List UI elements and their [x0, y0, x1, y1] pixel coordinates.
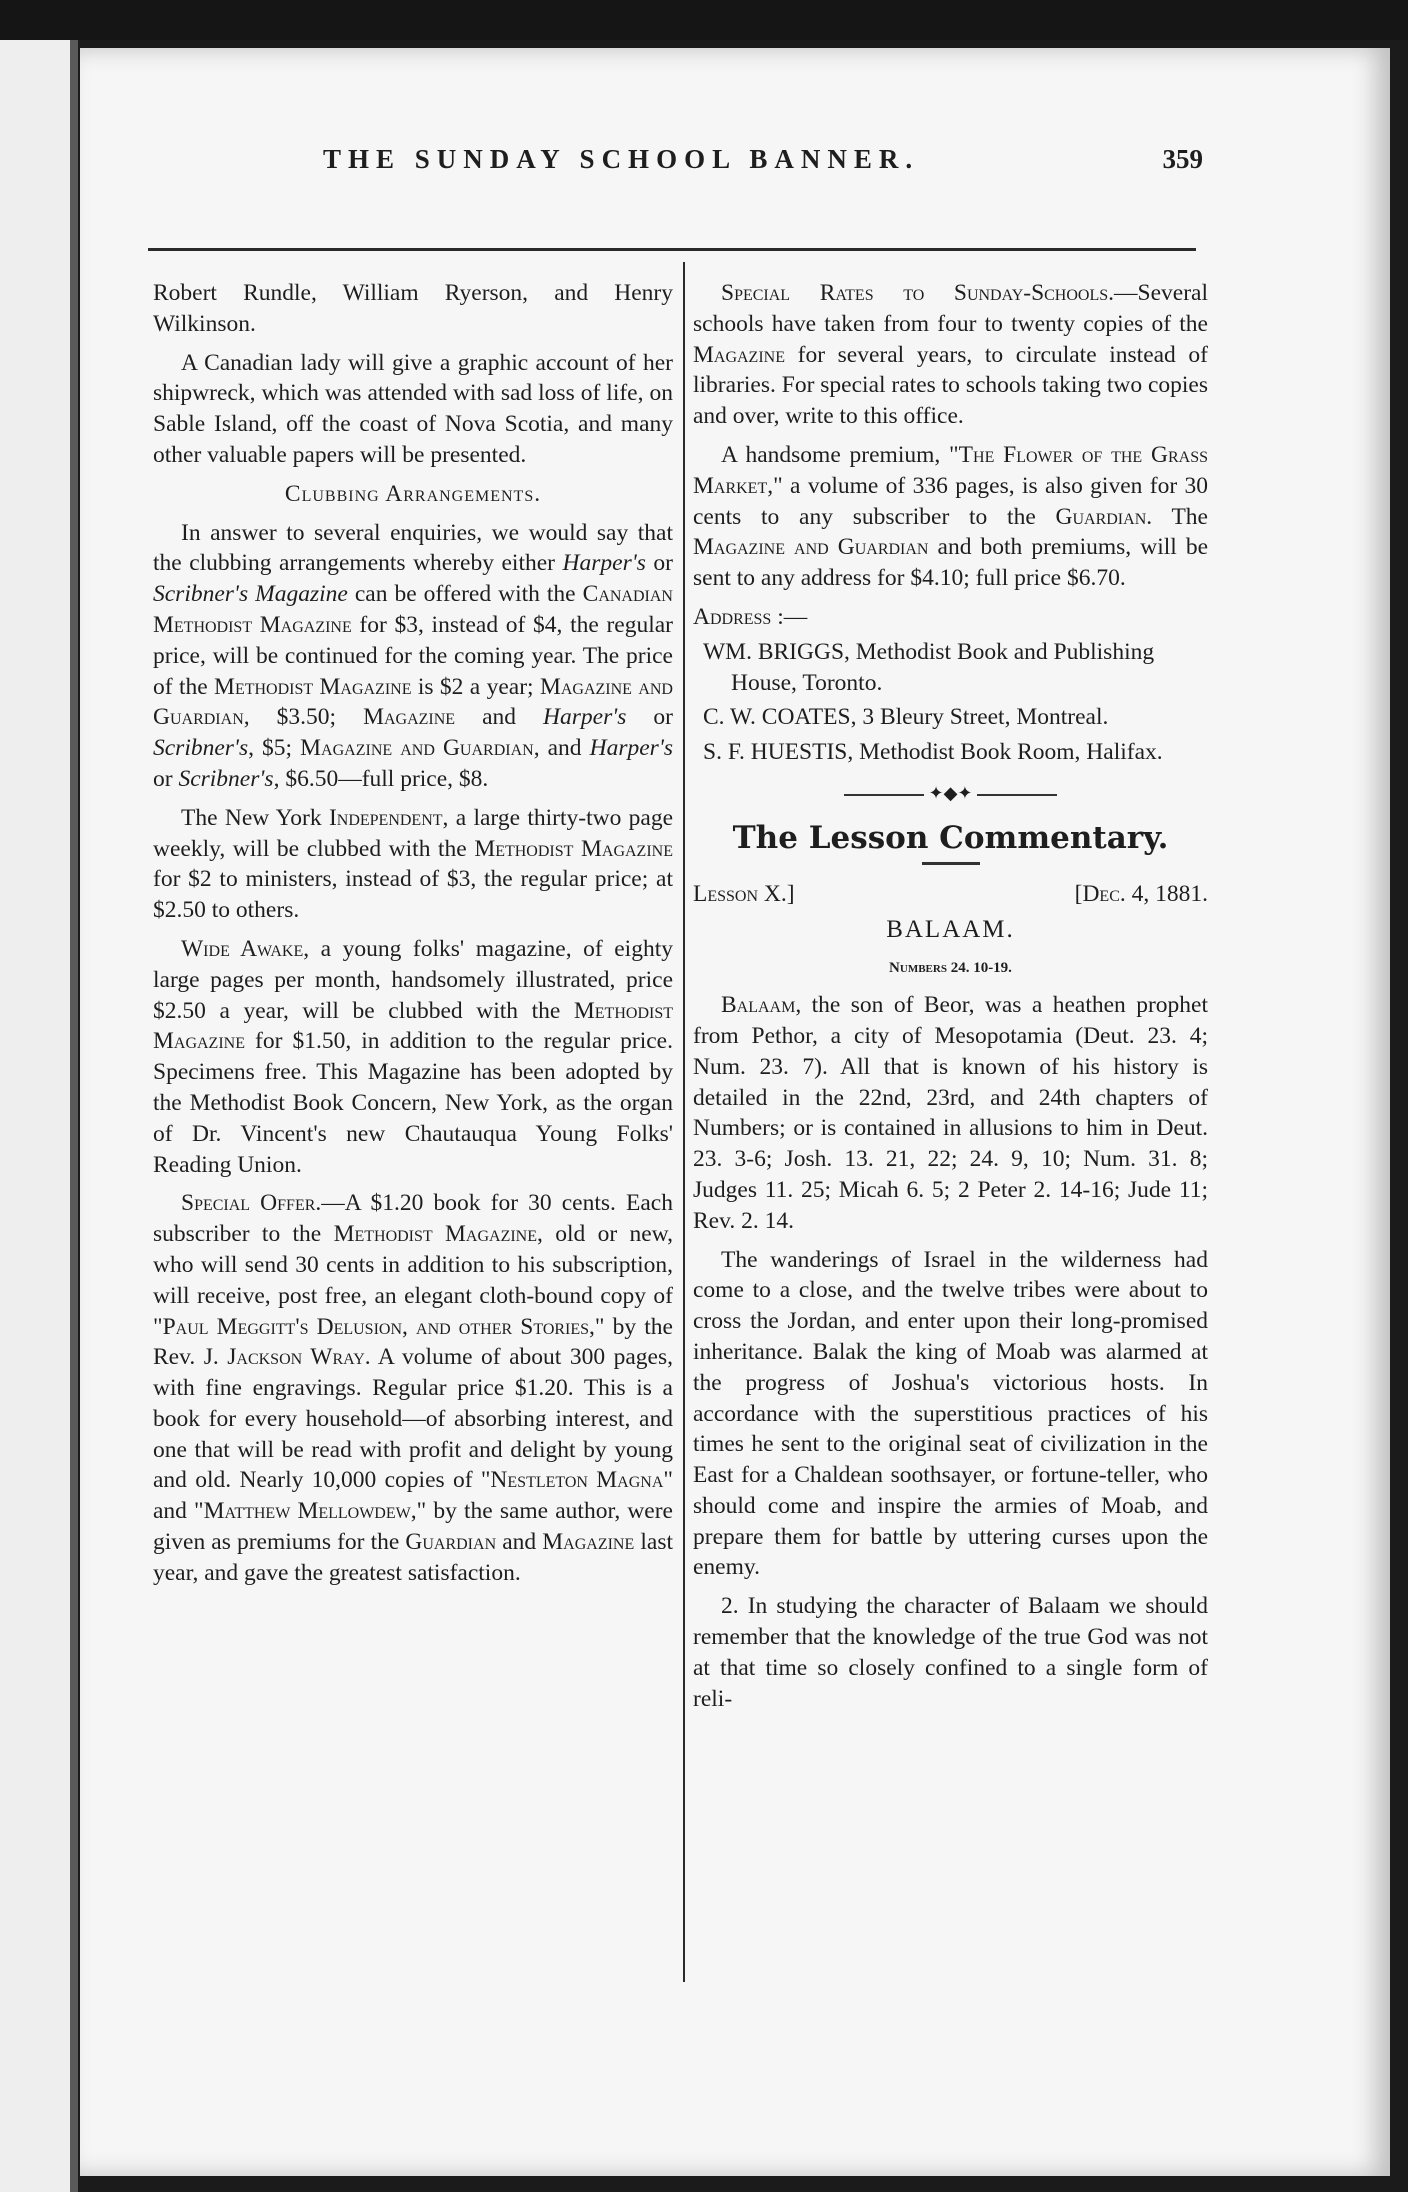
- facing-page-edge: [0, 40, 78, 2192]
- heading-clubbing: Clubbing Arrangements.: [284, 480, 542, 507]
- title-italic: Scribner's Magazine: [153, 581, 348, 608]
- paragraph-premium: [693, 440, 1208, 594]
- text-run: is $2 a year;: [411, 673, 540, 700]
- small-caps-run: Canadian Methodist Magazine: [153, 581, 673, 638]
- header-rule: [148, 248, 1196, 251]
- paragraph-clubbing: [153, 518, 673, 795]
- small-caps-run: Methodist Magazine: [214, 673, 412, 700]
- small-caps-run: Magazine: [363, 704, 456, 731]
- small-caps-run: Nestleton Magna: [490, 1467, 664, 1494]
- scan-border-top: [0, 0, 1408, 40]
- text-run: for $1.50, in addition to the regular price. Specimens free. This Magazine has been adopted by the Methodist Book Concern, New York, as the organ of Dr. Vincent's new Chautauqua Young Folks' Reading Union.: [153, 1028, 673, 1178]
- section-ornament: [693, 778, 1208, 809]
- address-item: C. W. COATES, 3 Bleury Street, Montreal.: [703, 704, 1109, 731]
- ornament-line: [977, 794, 1057, 796]
- text-run: for several years, to circulate instead of libraries. For special rates to schools taking two copies and over, write to this office.: [693, 341, 1208, 430]
- ornament-glyph: ✦◆✦: [928, 782, 973, 803]
- paragraph-special-offer: [153, 1188, 673, 1588]
- text-run: and both premiums, will be sent to any address for $4.10; full price $6.70.: [693, 534, 1208, 592]
- title-italic: Harper's: [543, 704, 627, 731]
- header-title: THE SUNDAY SCHOOL BANNER.: [323, 144, 920, 174]
- text-run: In answer to several enquiries, we would say that the clubbing arrangements whereby either: [153, 519, 673, 577]
- text-run: or: [645, 550, 674, 577]
- text-run: or: [626, 704, 673, 731]
- small-caps-run: Wide Awake: [181, 935, 304, 962]
- text-run: , $6.50—full price, $8.: [273, 765, 489, 792]
- small-caps-run: Methodist Magazine: [474, 835, 673, 862]
- paragraph-wide-awake: [153, 934, 673, 1180]
- small-caps-run: Magazine and Guardian: [693, 534, 929, 561]
- title-italic: Harper's: [589, 735, 673, 762]
- text-run: —A $1.20 book for 30 cents. Each subscriber to the: [153, 1190, 673, 1248]
- text-run: , a large thirty-two page weekly, will be clubbed with the: [153, 804, 673, 862]
- small-caps-run: Magazine: [542, 1529, 635, 1556]
- text-run: , old or new, who will send 30 cents in addition to his subscription, will receive, post free, an elegant cloth-bound copy of ": [153, 1221, 673, 1340]
- address-item: WM. BRIGGS, Methodist Book and Publishing House, Toronto.: [703, 638, 1155, 696]
- scripture-reference: Numbers 24. 10-19.: [889, 960, 1012, 977]
- small-caps-run: Methodist Magazine: [153, 997, 673, 1055]
- paragraph-balaam-intro: [693, 990, 1208, 1236]
- small-caps-run: Guardian: [405, 1529, 497, 1556]
- paragraph-wanderings: The wanderings of Israel in the wilderness had come to a close, and the twelve tribes were about to cross the Jordan, and enter upon their long-promised inheritance. Balak the king of Moab was alarmed at the progress of Joshua's victorious hosts. In accordance with the superstitious practices of his times he sent to the original seat of civilization in the East for a Chaldean soothsayer, or fortune-teller, who should come and inspire the armies of Moab, and prepare them for battle by uttering curses upon the enemy.: [693, 1246, 1208, 1581]
- small-caps-run: Methodist Magazine: [333, 1221, 538, 1248]
- text-run: , $5;: [248, 735, 301, 762]
- paragraph-contributors: Robert Rundle, William Ryerson, and Henry Wilkinson.: [153, 280, 673, 337]
- text-run: The New York: [181, 804, 329, 831]
- text-run: , a young folks' magazine, of eighty large pages per month, handsomely illustrated, price $2.50 a year, will be clubbed with the: [153, 935, 673, 1024]
- small-caps-run: Magazine: [693, 341, 785, 368]
- text-run: , and: [533, 735, 590, 762]
- lesson-title: BALAAM.: [886, 915, 1015, 943]
- text-run: and: [455, 704, 544, 731]
- small-caps-run: Jackson Wray: [227, 1344, 365, 1371]
- title-italic: Scribner's: [153, 735, 249, 762]
- lesson-commentary-title: The Lesson Commentary.: [732, 819, 1169, 856]
- paragraph-shipwreck: A Canadian lady will give a graphic account of her shipwreck, which was attended with sad loss of life, on Sable Island, off the coast of Nova Scotia, and many other valuable papers will be presented.: [153, 349, 673, 468]
- address-item: S. F. HUESTIS, Methodist Book Room, Halifax.: [703, 739, 1163, 766]
- text-run: ," by the Rev. J.: [153, 1313, 673, 1371]
- small-caps-run: Guardian: [1055, 503, 1147, 530]
- column-divider: [683, 262, 685, 1982]
- lesson-line: [693, 879, 1208, 913]
- text-run: ," a volume of 336 pages, is also given for 30 cents to any subscriber to the: [693, 472, 1208, 530]
- page-number: 359: [1162, 144, 1203, 174]
- running-header: [248, 140, 1203, 180]
- left-column: [153, 278, 673, 1597]
- text-run: —Several schools have taken from four to twenty copies of the: [693, 280, 1208, 337]
- text-run: or: [153, 765, 179, 792]
- lesson-number: Lesson X.]: [693, 880, 795, 907]
- text-run: " and ": [153, 1467, 673, 1525]
- text-run: , the son of Beor, was a heathen prophet from Pethor, a city of Mesopotamia (Deut. 23. 4; Num. 23. 7). All that is known of his history is detailed in the 22nd, 23rd, and 24th chapters of Numbers; or is contained in allusions to him in Deut. 23. 3-6; Josh. 13. 21, 22; 24. 9, 10; Num. 31. 8; Judges 11. 25; Micah 6. 5; 2 Peter 2. 14-16; Jude 11; Rev. 2. 14.: [693, 992, 1208, 1234]
- text-run: ," by the same author, were given as premiums for the: [153, 1498, 673, 1556]
- text-run: and: [496, 1529, 543, 1556]
- lesson-date: [Dec. 4, 1881.: [1074, 880, 1208, 907]
- small-caps-run: Independent: [328, 804, 443, 831]
- small-caps-run: Special Rates to Sunday-Schools.: [721, 280, 1115, 306]
- small-caps-run: Balaam: [721, 992, 796, 1019]
- small-caps-run: Magazine and Guardian: [153, 673, 673, 731]
- small-caps-run: Magazine and Guardian: [300, 735, 534, 762]
- title-italic: Scribner's: [178, 765, 274, 792]
- text-run: last year, and gave the greatest satisfaction.: [153, 1529, 673, 1586]
- paragraph-special-rates: [693, 278, 1208, 432]
- text-run: for $3, instead of $4, the regular price, will be continued for the coming year. The price of the: [153, 611, 673, 700]
- address-heading: Address :—: [693, 603, 808, 630]
- paragraph-studying: 2. In studying the character of Balaam we should remember that the knowledge of the true God was not at that time so closely confined to a single form of reli-: [693, 1593, 1208, 1712]
- text-run: A handsome premium, ": [721, 441, 959, 468]
- small-caps-run: Paul Meggitt's Delusion, and other Stories: [162, 1313, 590, 1340]
- title-italic: Harper's: [562, 550, 646, 577]
- text-run: can be offered with the: [347, 581, 583, 608]
- title-rule: [922, 862, 980, 865]
- small-caps-run: Special Offer.: [181, 1190, 322, 1217]
- text-run: . A volume of about 300 pages, with fine engravings. Regular price $1.20. This is a book for every household—of absorbing interest, and one that will be read with profit and delight by young and old. Nearly 10,000 copies of ": [153, 1344, 673, 1494]
- ornament-line: [844, 794, 924, 796]
- paragraph-independent: [153, 803, 673, 926]
- right-column: [693, 278, 1208, 1722]
- small-caps-run: The Flower of the Grass Market: [693, 441, 1208, 499]
- text-run: , $3.50;: [243, 704, 364, 731]
- text-run: for $2 to ministers, instead of $3, the regular price; at $2.50 to others.: [153, 866, 673, 924]
- small-caps-run: Matthew Mellowdew: [203, 1498, 411, 1525]
- text-run: . The: [1146, 503, 1208, 530]
